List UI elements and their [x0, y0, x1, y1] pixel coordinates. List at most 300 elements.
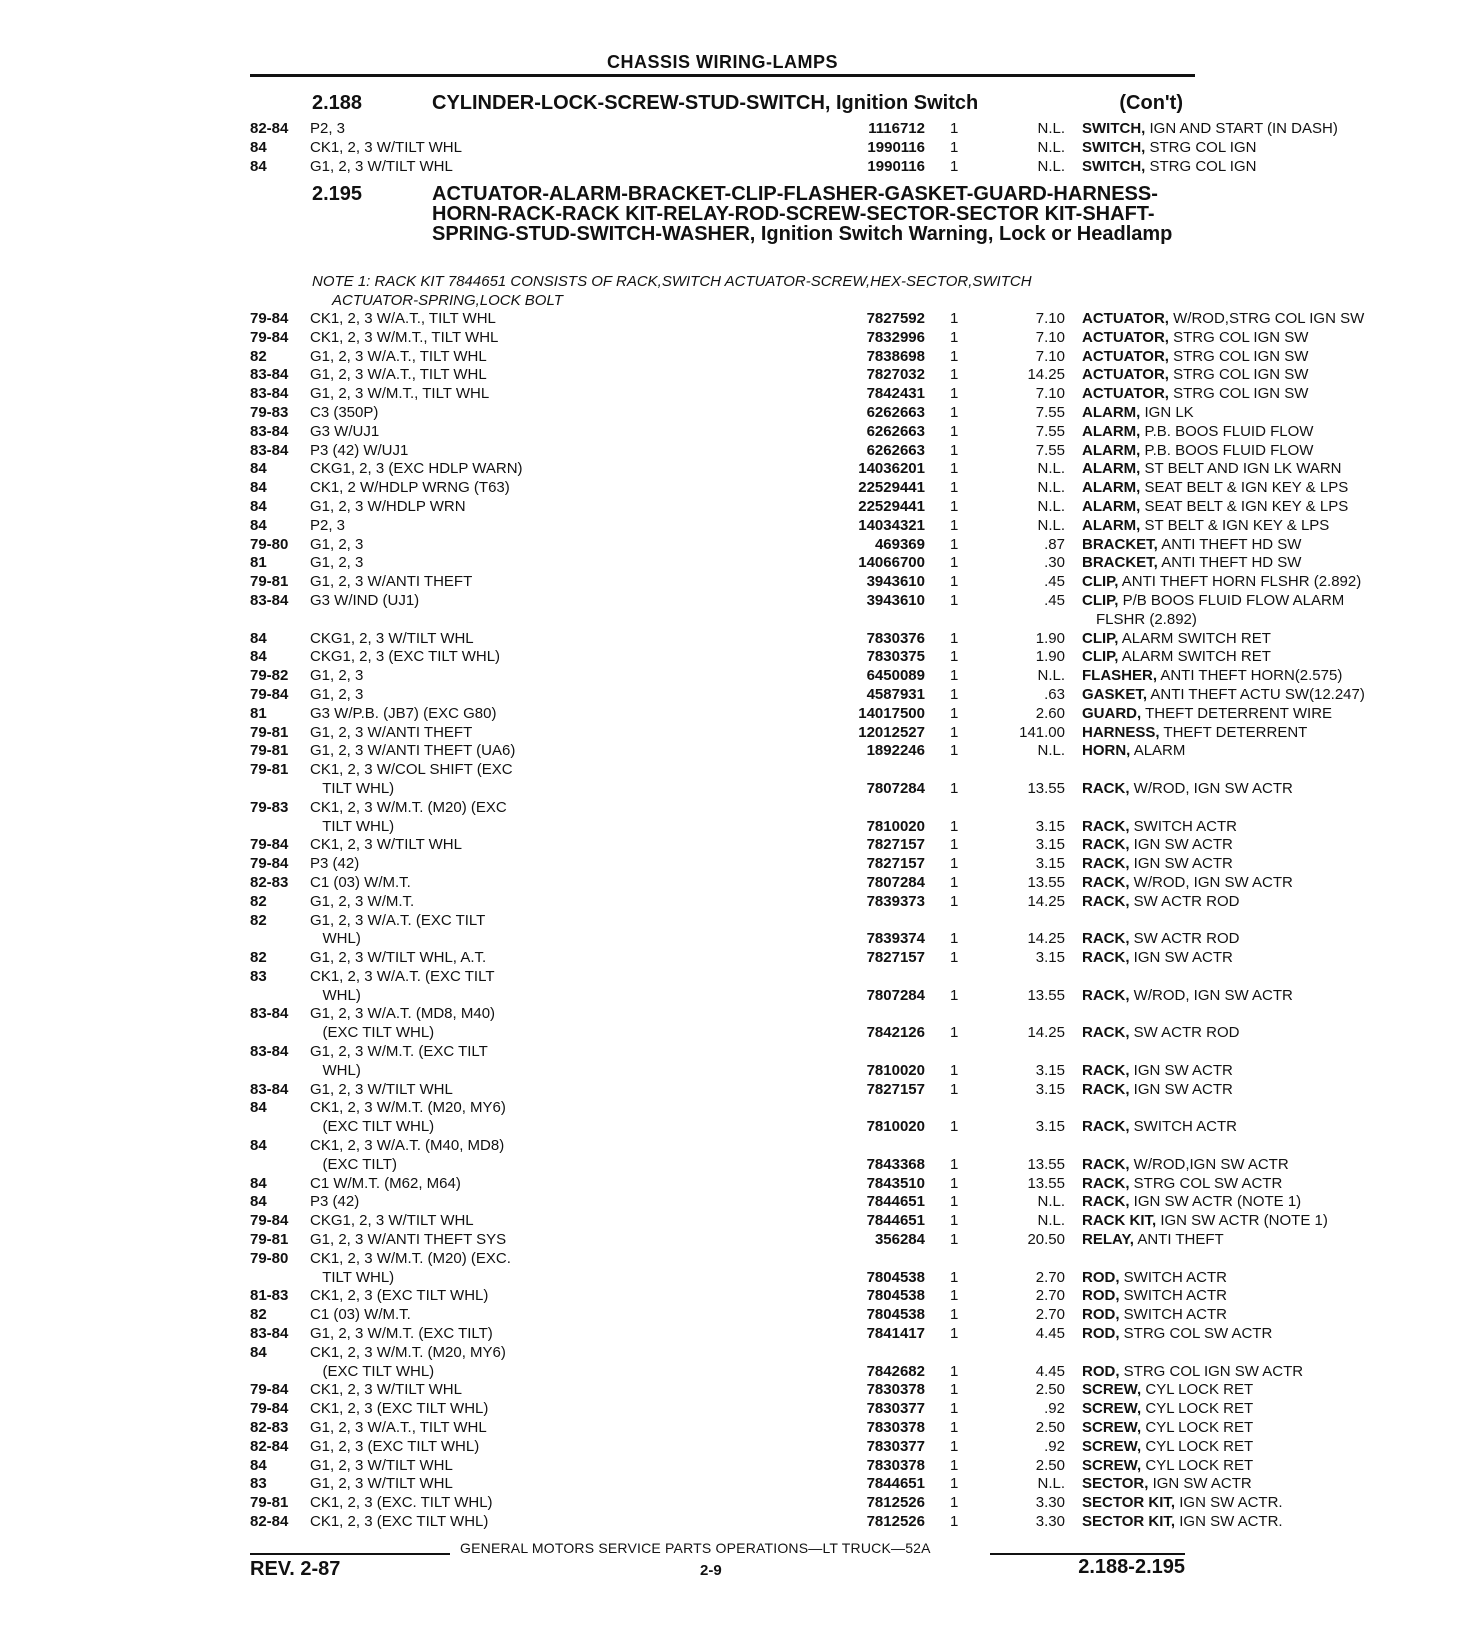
quantity: 1	[950, 1325, 959, 1343]
part-name: ACTUATOR,	[1082, 347, 1169, 365]
description	[1082, 1325, 1452, 1344]
description	[1082, 686, 1452, 705]
part-name: RACK,	[1082, 1118, 1130, 1136]
part-description: IGN SW ACTR	[1133, 949, 1233, 967]
description	[1082, 423, 1452, 442]
part-description: IGN SW ACTR (NOTE 1)	[1133, 1193, 1302, 1211]
quantity: 1	[950, 1381, 959, 1399]
price: .45	[1044, 591, 1065, 609]
table-row	[250, 573, 1362, 592]
model-years: 83-84	[250, 441, 289, 459]
part-name: RACK,	[1082, 817, 1130, 835]
price: 20.50	[1027, 1231, 1065, 1249]
quantity: 1	[950, 1268, 959, 1286]
table-row	[250, 1099, 1195, 1118]
model-years: 84	[250, 516, 267, 534]
part-description: STRG COL IGN SW ACTR	[1123, 1362, 1304, 1380]
description	[1082, 1024, 1452, 1043]
part-name: ALARM,	[1082, 403, 1141, 421]
quantity: 1	[950, 1024, 959, 1042]
part-name: ROD,	[1082, 1362, 1120, 1380]
description	[1082, 1175, 1452, 1194]
part-number: 7810020	[866, 1118, 925, 1136]
description	[1082, 987, 1452, 1006]
price: 3.30	[1035, 1513, 1065, 1530]
part-description: P.B. BOOS FLUID FLOW	[1144, 441, 1314, 459]
part-name: GASKET,	[1082, 685, 1148, 703]
table-row	[250, 1456, 1254, 1476]
table-row	[250, 554, 1302, 573]
description	[1082, 1381, 1452, 1400]
table-row	[250, 1024, 1240, 1043]
table-row	[250, 1419, 1254, 1438]
application: CK1, 2, 3 (EXC TILT WHL)	[310, 1513, 489, 1530]
price: N.L.	[1037, 1212, 1065, 1230]
part-description: SW ACTR ROD	[1133, 1024, 1240, 1042]
model-years: 84	[250, 157, 267, 175]
part-number: 7830378	[866, 1419, 925, 1437]
model-years: 84	[250, 1343, 267, 1361]
part-description: STRG COL IGN SW	[1173, 366, 1309, 384]
quantity: 1	[950, 535, 959, 553]
part-description: IGN SW ACTR	[1133, 855, 1233, 873]
part-name: ALARM,	[1082, 460, 1141, 478]
description	[1082, 630, 1452, 649]
quantity: 1	[950, 685, 959, 703]
application: C1 (03) W/M.T.	[310, 1306, 411, 1324]
quantity: 1	[950, 1118, 959, 1136]
part-number: 7804538	[866, 1306, 925, 1324]
quantity: 1	[950, 1193, 959, 1211]
price: 141.00	[1019, 723, 1065, 741]
part-name: RACK,	[1082, 855, 1130, 873]
section-range: 2.188-2.195	[1078, 1556, 1185, 1578]
description	[1082, 573, 1452, 592]
model-years: 79-81	[250, 1494, 289, 1512]
application: P3 (42)	[310, 855, 360, 873]
quantity: 1	[950, 1287, 959, 1305]
price: .63	[1044, 685, 1065, 703]
part-name: RACK,	[1082, 1155, 1130, 1173]
table-row	[250, 836, 1233, 855]
application: TILT WHL)	[310, 817, 395, 835]
price: 2.70	[1035, 1306, 1065, 1324]
quantity: 1	[950, 157, 959, 175]
table-row	[250, 1231, 1224, 1250]
table-row	[250, 1043, 1195, 1062]
part-name: RACK,	[1082, 1193, 1130, 1211]
description	[1082, 310, 1452, 329]
price: 7.10	[1035, 347, 1065, 365]
price: 7.10	[1035, 385, 1065, 403]
part-description: STRG COL IGN SW	[1173, 328, 1309, 346]
price: 2.50	[1035, 1419, 1065, 1437]
model-years: 79-84	[250, 1212, 289, 1230]
table-row	[250, 1306, 1228, 1325]
price: N.L.	[1037, 157, 1065, 175]
quantity: 1	[950, 1513, 959, 1530]
model-years: 79-84	[250, 1381, 289, 1399]
price: 13.55	[1027, 873, 1065, 891]
part-number: 7842126	[866, 1024, 925, 1042]
table-row	[250, 1061, 1233, 1081]
table-row	[250, 873, 1293, 893]
model-years: 83	[250, 1475, 267, 1493]
price: 4.45	[1035, 1362, 1065, 1380]
price: 2.50	[1035, 1456, 1065, 1474]
description	[1082, 1363, 1452, 1382]
quantity: 1	[950, 1400, 959, 1418]
description	[1082, 724, 1452, 743]
model-years: 83-84	[250, 1325, 289, 1343]
table-row	[250, 892, 1240, 912]
quantity: 1	[950, 120, 959, 137]
section-2-188-table	[250, 120, 1338, 176]
part-name: RACK,	[1082, 1061, 1130, 1079]
part-description: ANTI THEFT HORN(2.575)	[1160, 667, 1343, 685]
application: CK1, 2, 3 W/TILT WHL	[310, 1381, 462, 1399]
quantity: 1	[950, 1212, 959, 1230]
application: CK1, 2, 3 (EXC. TILT WHL)	[310, 1494, 493, 1512]
price: 3.15	[1035, 817, 1065, 835]
description	[1082, 930, 1452, 949]
model-years: 82-84	[250, 1513, 289, 1530]
price: 7.55	[1035, 403, 1065, 421]
part-number: 6450089	[866, 667, 925, 685]
application: G1, 2, 3 W/M.T.	[310, 892, 415, 910]
price: 1.90	[1035, 629, 1065, 647]
part-description: W/ROD,STRG COL IGN SW	[1173, 310, 1365, 327]
part-number: 7807284	[866, 779, 925, 797]
part-name: GUARD,	[1082, 704, 1142, 722]
price: N.L.	[1037, 460, 1065, 478]
part-number: 7839373	[866, 892, 925, 910]
application: CK1, 2, 3 W/COL SHIFT (EXC	[310, 761, 513, 779]
table-row	[250, 479, 1349, 498]
application: G1, 2, 3	[310, 554, 364, 572]
quantity: 1	[950, 554, 959, 572]
section-number: 2.195	[312, 183, 363, 205]
model-years: 82	[250, 1306, 267, 1324]
description	[1082, 874, 1452, 893]
part-name: RELAY,	[1082, 1231, 1134, 1249]
price: N.L.	[1037, 667, 1065, 685]
table-row	[250, 1174, 1283, 1194]
part-number: 7827592	[866, 310, 925, 327]
table-row	[250, 347, 1309, 367]
price: 13.55	[1027, 1155, 1065, 1173]
quantity: 1	[950, 1494, 959, 1512]
part-name: ACTUATOR,	[1082, 310, 1169, 327]
description	[1082, 1457, 1452, 1476]
table-row	[250, 310, 1365, 329]
application: G1, 2, 3 W/TILT WHL	[310, 1080, 453, 1098]
section-title: ACTUATOR-ALARM-BRACKET-CLIP-FLASHER-GASKET-GUARD-HARNESS-HORN-RACK-RACK KIT-RELAY-ROD-SCREW-SECTOR-SECTOR KIT-SHAFT-SPRING-STUD-SWITCH-WASHER, Ignition Switch Warning, Lock or Headlamp	[432, 183, 1173, 245]
part-number: 7827157	[866, 949, 925, 967]
part-name: ACTUATOR,	[1082, 385, 1169, 403]
application: G1, 2, 3 W/A.T., TILT WHL	[310, 347, 487, 365]
application: G1, 2, 3 W/A.T. (EXC TILT	[310, 911, 486, 929]
description	[1082, 705, 1452, 724]
part-number: 7841417	[866, 1325, 925, 1343]
part-number: 6262663	[866, 441, 925, 459]
application: CK1, 2, 3 (EXC TILT WHL)	[310, 1287, 489, 1305]
table-row	[250, 1475, 1252, 1494]
quantity: 1	[950, 1061, 959, 1079]
part-name: FLASHER,	[1082, 667, 1157, 685]
model-years: 79-80	[250, 1249, 289, 1267]
part-description: ANTI THEFT HORN FLSHR (2.892)	[1121, 573, 1362, 591]
part-name: RACK,	[1082, 949, 1130, 967]
model-years: 79-81	[250, 723, 289, 741]
table-row	[250, 1437, 1254, 1457]
part-description: ANTI THEFT	[1137, 1231, 1224, 1249]
quantity: 1	[950, 855, 959, 873]
description	[1082, 139, 1452, 158]
quantity: 1	[950, 629, 959, 647]
part-number: 14017500	[858, 704, 925, 722]
application: C1 (03) W/M.T.	[310, 873, 411, 891]
quantity: 1	[950, 723, 959, 741]
part-name: HORN,	[1082, 742, 1131, 760]
application: CK1, 2, 3 W/M.T. (M20, MY6)	[310, 1343, 506, 1361]
table-row	[250, 328, 1309, 348]
quantity: 1	[950, 479, 959, 497]
table-row	[250, 930, 1240, 949]
model-years: 82-83	[250, 1419, 289, 1437]
part-name: ACTUATOR,	[1082, 328, 1169, 346]
description	[1082, 1193, 1452, 1212]
price: N.L.	[1037, 120, 1065, 137]
part-name: SCREW,	[1082, 1381, 1142, 1399]
table-row	[250, 157, 1257, 177]
table-row	[250, 968, 1195, 987]
table-row	[250, 742, 1195, 761]
application: CK1, 2, 3 W/A.T., TILT WHL	[310, 310, 496, 327]
description	[1082, 855, 1452, 874]
application: G1, 2, 3 (EXC TILT WHL)	[310, 1437, 480, 1455]
table-row	[250, 422, 1314, 442]
part-number: 7843368	[866, 1155, 925, 1173]
description	[1082, 158, 1452, 177]
part-name: ROD,	[1082, 1287, 1120, 1305]
quantity: 1	[950, 873, 959, 891]
quantity: 1	[950, 836, 959, 854]
table-row	[250, 1287, 1228, 1306]
part-description: IGN SW ACTR	[1133, 836, 1233, 854]
model-years: 84	[250, 1137, 267, 1155]
section-title: CYLINDER-LOCK-SCREW-STUD-SWITCH, Ignition Switch	[432, 92, 979, 114]
application: P3 (42)	[310, 1193, 360, 1211]
note-line: NOTE 1: RACK KIT 7844651 CONSISTS OF RACK,SWITCH ACTUATOR-SCREW,HEX-SECTOR,SWITCH	[312, 273, 1032, 290]
table-row	[250, 1268, 1228, 1288]
part-description: IGN SW ACTR	[1152, 1475, 1252, 1493]
model-years: 84	[250, 648, 267, 666]
quantity: 1	[950, 310, 959, 327]
part-number: 469369	[874, 535, 925, 553]
application: P3 (42) W/UJ1	[310, 441, 409, 459]
part-description: SW ACTR ROD	[1133, 892, 1240, 910]
quantity: 1	[950, 1475, 959, 1493]
price: 7.10	[1035, 310, 1065, 327]
application: G1, 2, 3 W/M.T. (EXC TILT)	[310, 1325, 493, 1343]
part-number: 7830377	[866, 1437, 925, 1455]
table-row	[250, 460, 1342, 479]
part-number: 7827157	[866, 855, 925, 873]
part-description: CYL LOCK RET	[1145, 1419, 1254, 1437]
application: TILT WHL)	[310, 779, 395, 797]
description	[1082, 536, 1452, 555]
application: G1, 2, 3 W/ANTI THEFT SYS	[310, 1231, 507, 1249]
quantity: 1	[950, 704, 959, 722]
model-years: 83-84	[250, 591, 289, 609]
model-years: 84	[250, 479, 267, 497]
section-2-195-heading	[250, 184, 1195, 264]
model-years: 79-84	[250, 328, 289, 346]
description	[1082, 592, 1452, 611]
quantity: 1	[950, 892, 959, 910]
price: 3.30	[1035, 1494, 1065, 1512]
part-number: 7807284	[866, 986, 925, 1004]
model-years: 79-82	[250, 667, 289, 685]
application: (EXC TILT WHL)	[310, 1362, 435, 1380]
application: CKG1, 2, 3 (EXC HDLP WARN)	[310, 460, 523, 478]
price: 2.50	[1035, 1381, 1065, 1399]
part-number: 7804538	[866, 1287, 925, 1305]
part-name: RACK,	[1082, 873, 1130, 891]
part-number: 7844651	[866, 1193, 925, 1211]
application: CK1, 2, 3 W/TILT WHL	[310, 836, 462, 854]
part-number: 7830378	[866, 1456, 925, 1474]
model-years: 84	[250, 460, 267, 478]
price: .45	[1044, 573, 1065, 591]
model-years: 79-83	[250, 403, 289, 421]
application: CK1, 2, 3 W/M.T. (M20) (EXC	[310, 798, 507, 816]
quantity: 1	[950, 742, 959, 760]
application: G1, 2, 3	[310, 685, 364, 703]
price: 2.70	[1035, 1268, 1065, 1286]
application: CKG1, 2, 3 W/TILT WHL	[310, 1212, 474, 1230]
part-number: 7830375	[866, 648, 925, 666]
application: (EXC TILT WHL)	[310, 1024, 435, 1042]
table-row	[250, 1137, 1195, 1156]
price: .92	[1044, 1400, 1065, 1418]
model-years: 82	[250, 949, 267, 967]
model-years: 84	[250, 138, 267, 156]
part-description: THEFT DETERRENT WIRE	[1145, 704, 1333, 722]
price: .87	[1044, 535, 1065, 553]
quantity: 1	[950, 1080, 959, 1098]
part-name: HARNESS,	[1082, 723, 1160, 741]
part-description: ANTI THEFT HD SW	[1161, 554, 1302, 572]
table-row	[250, 761, 1195, 780]
part-name: RACK,	[1082, 1174, 1130, 1192]
price: N.L.	[1037, 1475, 1065, 1493]
quantity: 1	[950, 1456, 959, 1474]
quantity: 1	[950, 328, 959, 346]
part-name: ROD,	[1082, 1325, 1120, 1343]
model-years: 83-84	[250, 1005, 289, 1023]
part-number: 7844651	[866, 1475, 925, 1493]
price: 3.15	[1035, 1118, 1065, 1136]
price: .92	[1044, 1437, 1065, 1455]
part-name: SWITCH,	[1082, 157, 1146, 175]
application: P2, 3	[310, 120, 346, 137]
part-number: 6262663	[866, 422, 925, 440]
part-description: W/ROD, IGN SW ACTR	[1133, 986, 1293, 1004]
table-row	[250, 1118, 1238, 1137]
application: G1, 2, 3 W/TILT WHL	[310, 1456, 453, 1474]
price: 2.70	[1035, 1287, 1065, 1305]
description	[1082, 780, 1452, 799]
model-years: 79-80	[250, 535, 289, 553]
part-description: SWITCH ACTR	[1123, 1268, 1228, 1286]
description	[1082, 498, 1452, 517]
description	[1082, 1419, 1452, 1438]
price: N.L.	[1037, 516, 1065, 534]
model-years: 82	[250, 347, 267, 365]
part-description: STRG COL IGN SW	[1173, 347, 1309, 365]
table-row	[250, 535, 1302, 555]
part-number: 7832996	[866, 328, 925, 346]
price: 14.25	[1027, 366, 1065, 384]
table-row	[250, 611, 1195, 630]
part-description: SW ACTR ROD	[1133, 930, 1240, 948]
price: N.L.	[1037, 497, 1065, 515]
part-number: 14066700	[858, 554, 925, 572]
section-2-195-table	[250, 310, 1365, 1532]
part-name: CLIP,	[1082, 591, 1119, 609]
description	[1082, 648, 1452, 667]
model-years: 84	[250, 1099, 267, 1117]
part-number: 7810020	[866, 817, 925, 835]
application: G3 W/P.B. (JB7) (EXC G80)	[310, 704, 497, 722]
model-years: 84	[250, 497, 267, 515]
part-number: 7827157	[866, 836, 925, 854]
quantity: 1	[950, 403, 959, 421]
model-years: 81-83	[250, 1287, 289, 1305]
model-years: 82-83	[250, 873, 289, 891]
part-name: RACK,	[1082, 930, 1130, 948]
table-row	[250, 667, 1343, 686]
quantity: 1	[950, 385, 959, 403]
description	[1082, 1400, 1452, 1419]
price: 3.15	[1035, 1080, 1065, 1098]
part-number: 7810020	[866, 1061, 925, 1079]
quantity: 1	[950, 949, 959, 967]
part-number: 7827157	[866, 1080, 925, 1098]
price: N.L.	[1037, 742, 1065, 760]
application: CK1, 2, 3 (EXC TILT WHL)	[310, 1400, 489, 1418]
application: WHL)	[310, 1061, 361, 1079]
part-description: W/ROD,IGN SW ACTR	[1133, 1155, 1289, 1173]
part-name: ACTUATOR,	[1082, 366, 1169, 384]
table-row	[250, 516, 1330, 536]
model-years: 84	[250, 1174, 267, 1192]
table-row	[250, 685, 1365, 705]
model-years: 79-84	[250, 685, 289, 703]
part-number: 14034321	[858, 516, 925, 534]
part-description: ST BELT AND IGN LK WARN	[1144, 460, 1342, 478]
price: 7.55	[1035, 422, 1065, 440]
part-name: SECTOR KIT,	[1082, 1513, 1176, 1530]
part-name: CLIP,	[1082, 648, 1119, 666]
part-description: IGN SW ACTR.	[1179, 1494, 1283, 1512]
model-years: 82	[250, 892, 267, 910]
description	[1082, 836, 1452, 855]
description	[1082, 1118, 1452, 1137]
table-row	[250, 1400, 1254, 1419]
